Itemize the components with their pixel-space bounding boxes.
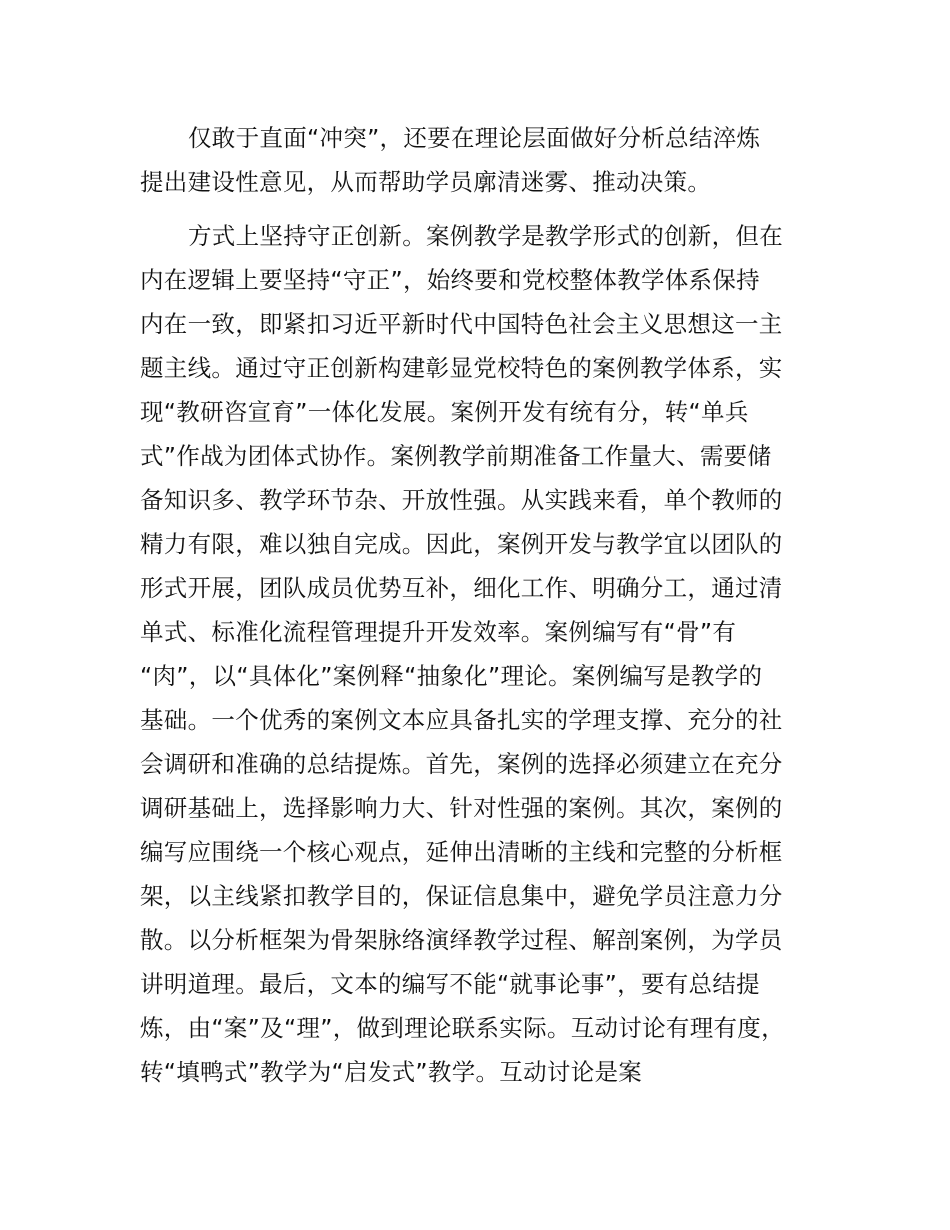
paragraph-2-line-19: 炼，由“案”及“理”，做到理论联系实际。互动讨论有理有度， [140,1014,785,1042]
paragraph-2-line-12: 基础。一个优秀的案例文本应具备扎实的学理支撑、充分的社 [140,706,783,734]
paragraph-2-line-1: 方式上坚持守正创新。案例教学是教学形式的创新，但在 [188,222,783,250]
paragraph-2-line-2: 内在逻辑上要坚持“守正”，始终要和党校整体教学体系保持 [140,266,760,294]
paragraph-2-line-7: 备知识多、教学环节杂、开放性强。从实践来看，单个教师的 [140,486,783,514]
paragraph-2-line-18: 讲明道理。最后，文本的编写不能“就事论事”，要有总结提 [140,970,760,998]
paragraph-2-line-15: 编写应围绕一个核心观点，延伸出清晰的主线和完整的分析框 [140,838,783,866]
paragraph-2-line-14: 调研基础上，选择影响力大、针对性强的案例。其次，案例的 [140,794,783,822]
paragraph-1-line-1: 仅敢于直面“冲突”，还要在理论层面做好分析总结淬炼 [188,124,761,152]
paragraph-2-line-10: 单式、标准化流程管理提升开发效率。案例编写有“骨”有 [140,618,737,646]
paragraph-2-line-20: 转“填鸭式”教学为“启发式”教学。互动讨论是案 [140,1058,643,1086]
paragraph-2-line-16: 架，以主线紧扣教学目的，保证信息集中，避免学员注意力分 [140,882,783,910]
paragraph-2-line-9: 形式开展，团队成员优势互补，细化工作、明确分工，通过清 [140,574,783,602]
paragraph-2-line-6: 式”作战为团体式协作。案例教学前期准备工作量大、需要储 [140,442,772,470]
paragraph-2-line-13: 会调研和准确的总结提炼。首先，案例的选择必须建立在充分 [140,750,783,778]
paragraph-1-line-2: 提出建设性意见，从而帮助学员廓清迷雾、推动决策。 [140,168,712,196]
paragraph-2-line-4: 题主线。通过守正创新构建彰显党校特色的案例教学体系，实 [140,354,783,382]
paragraph-2-line-5: 现“教研咨宣育”一体化发展。案例开发有统有分，转“单兵 [140,398,749,426]
paragraph-2-line-11: “肉”，以“具体化”案例释“抽象化”理论。案例编写是教学的 [140,662,763,690]
paragraph-2-line-3: 内在一致，即紧扣习近平新时代中国特色社会主义思想这一主 [140,310,783,338]
paragraph-2-line-8: 精力有限，难以独自完成。因此，案例开发与教学宜以团队的 [140,530,783,558]
paragraph-2-line-17: 散。以分析框架为骨架脉络演绎教学过程、解剖案例，为学员 [140,926,783,954]
